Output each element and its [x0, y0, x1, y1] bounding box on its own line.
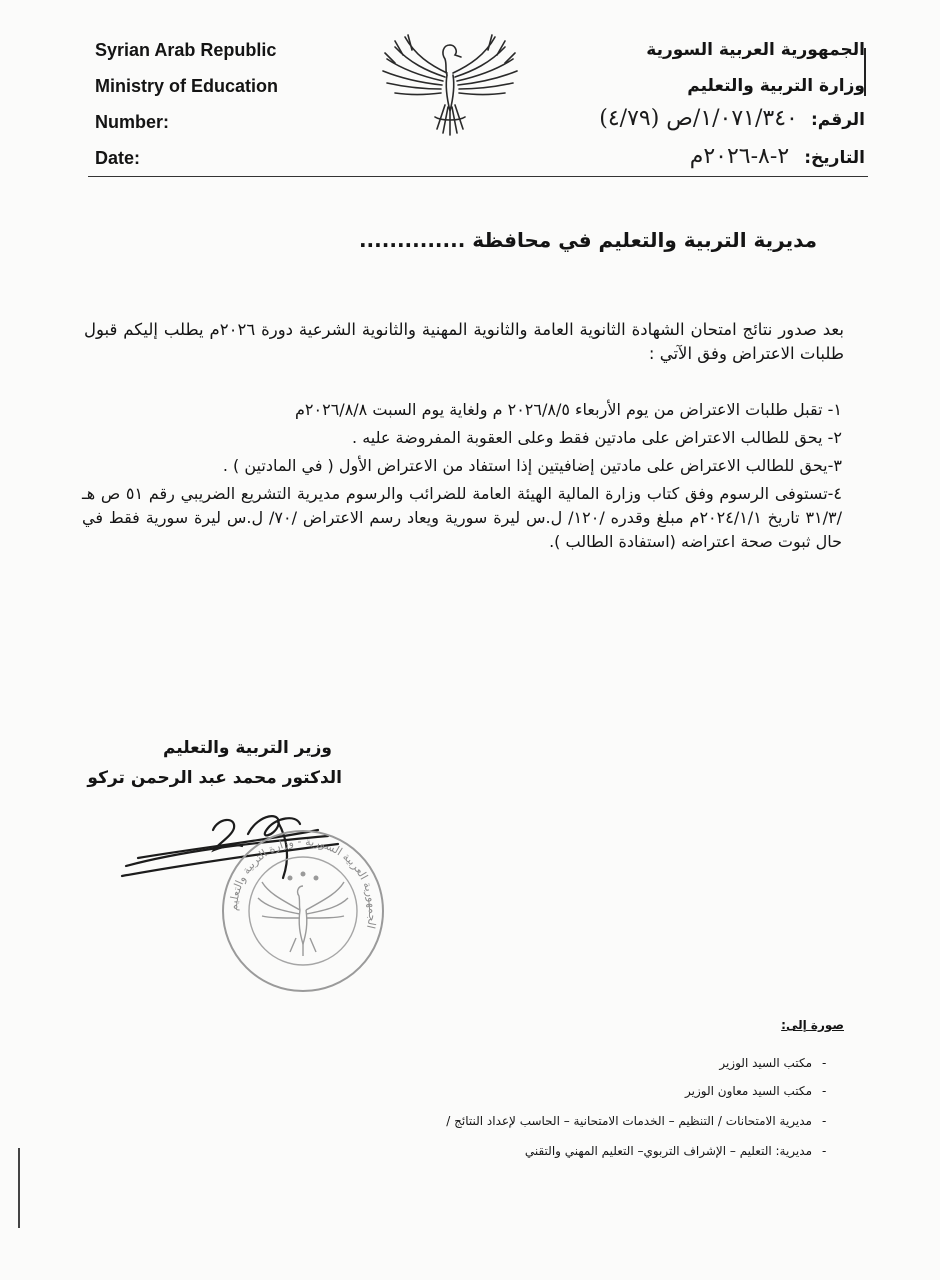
- signature-name: الدكتور محمد عبد الرحمن تركو: [87, 768, 342, 788]
- header-date-value: ٢-٨-٢٠٢٦م: [689, 144, 790, 169]
- header-number-label-en: Number:: [95, 112, 170, 132]
- stamp-text: الجمهورية العربية السورية - وزارة التربية والتعليم: [226, 834, 380, 930]
- copies-item: -مكتب السيد الوزير: [719, 1056, 827, 1070]
- header-ministry-ar: وزارة التربية والتعليم: [687, 76, 865, 96]
- header-number-value: ١/٠٧١/٣٤٠/ص (٤/٧٩): [599, 106, 798, 131]
- copies-item: -مديرية: التعليم – الإشراف التربوي– التعليم المهني والتقني: [524, 1144, 827, 1158]
- header-date-label-en: Date:: [95, 148, 141, 168]
- intro-paragraph: بعد صدور نتائج امتحان الشهادة الثانوية العامة والثانوية المهنية والثانوية الشرعية دورة ٢٠٢٦م يطلب إليكم قبول طلبات الاعتراض وفق الآتي :: [84, 320, 844, 363]
- list-item: ٤-تستوفى الرسوم وفق كتاب وزارة المالية الهيئة العامة للضرائب والرسوم مديرية التشريع الضريبي رقم ٥١ ص هـ /٣١/٣ تاريخ ٢٠٢٤/١/١م مبلغ وقدره /١٢٠/ ل.س ليرة سورية ويعاد رسم الاعتراض /٧٠/ ل.س ليرة سورية فقط في حال ثبوت صحة اعتراضه (استفادة الطالب ).: [82, 484, 843, 551]
- header-country-ar: الجمهورية العربية السورية: [646, 40, 865, 60]
- signature-title: وزير التربية والتعليم: [162, 738, 332, 758]
- copies-item-text: مديرية: التعليم – الإشراف التربوي– التعليم المهني والتقني: [524, 1144, 812, 1158]
- header-ministry-en: Ministry of Education: [95, 76, 279, 96]
- header-date-label-ar: التاريخ:: [804, 148, 865, 168]
- header-number-label-ar: الرقم:: [810, 110, 865, 130]
- header-number-row: [599, 106, 865, 131]
- official-stamp-icon: [218, 826, 388, 996]
- list-item: ١- تقبل طلبات الاعتراض من يوم الأربعاء ٢٠٢٦/٨/٥ م ولغاية يوم السبت ٢٠٢٦/٨/٨م: [295, 400, 842, 419]
- list-item: ٣-يحق للطالب الاعتراض على مادتين إضافيتين إذا استفاد من الاعتراض الأول ( في المادتين ) .: [222, 456, 842, 475]
- document-title: مديرية التربية والتعليم في محافظة ..............: [358, 228, 818, 252]
- copies-item: -مكتب السيد معاون الوزير: [685, 1084, 827, 1098]
- header-country-en: Syrian Arab Republic: [95, 40, 277, 60]
- copies-title: صورة إلى:: [781, 1018, 844, 1032]
- copies-item-text: مديرية الامتحانات / التنظيم – الخدمات الامتحانية – الحاسب لإعداد النتائج /: [446, 1114, 812, 1128]
- header-divider: [88, 176, 868, 177]
- header-date-row: [690, 144, 865, 169]
- list-item: ٢- يحق للطالب الاعتراض على مادتين فقط وعلى العقوبة المفروضة عليه .: [352, 428, 842, 447]
- copies-item-text: مكتب السيد معاون الوزير: [685, 1084, 812, 1098]
- coat-of-arms-icon: [375, 25, 525, 140]
- copies-item: -مديرية الامتحانات / التنظيم – الخدمات الامتحانية – الحاسب لإعداد النتائج /: [446, 1114, 827, 1128]
- scan-margin-line: [18, 1148, 20, 1228]
- copies-item-text: مكتب السيد الوزير: [719, 1056, 812, 1070]
